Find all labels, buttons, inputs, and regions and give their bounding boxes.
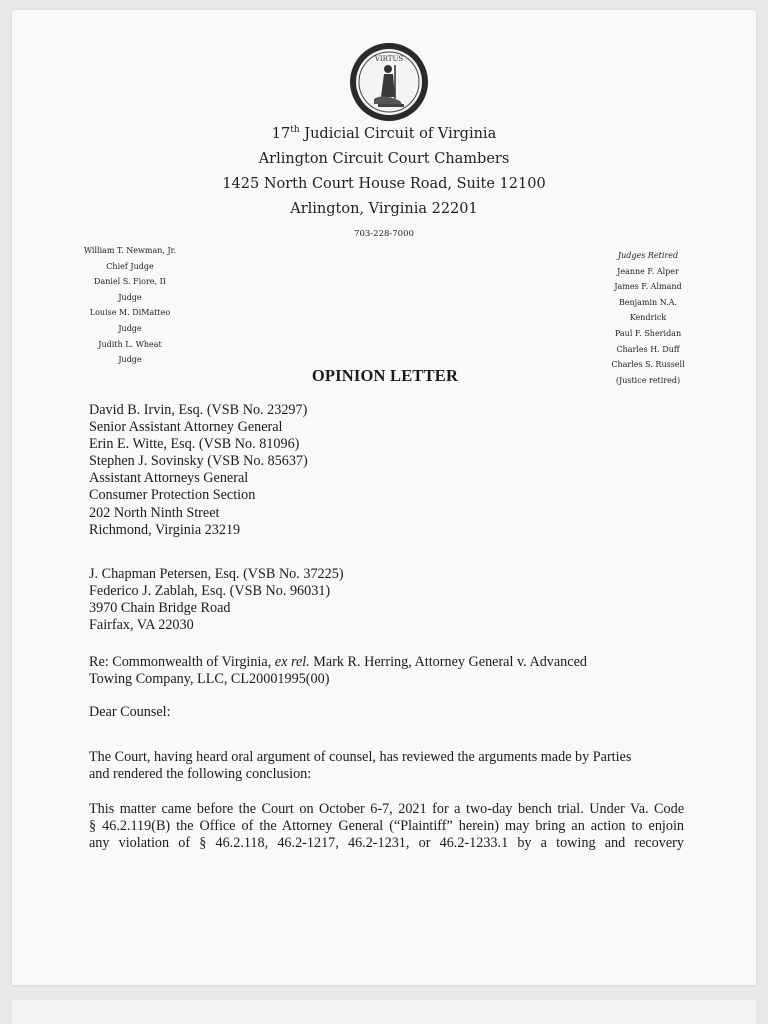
paragraph-line: § 46.2.119(B) the Office of the Attorney General (“Plaintiff” herein) may bring an action to enjoin: [89, 818, 684, 835]
street-address: 1425 North Court House Road, Suite 12100: [222, 176, 546, 192]
retired-judge-line: Charles S. Russell: [611, 360, 685, 370]
paragraph-matter: [89, 801, 684, 852]
judge-line: Judge: [118, 323, 142, 333]
phone-number: 703-228-7000: [354, 229, 414, 239]
seal-text: VIRTUS: [374, 55, 404, 63]
virginia-seal-icon: [348, 41, 430, 123]
re-line-second: Towing Company, LLC, CL20001995(00): [89, 671, 330, 688]
address-line: Assistant Attorneys General: [89, 470, 249, 487]
paragraph-line: and rendered the following conclusion:: [89, 766, 312, 783]
circuit-name: 17th Judicial Circuit of Virginia: [271, 125, 497, 142]
judge-line: Judge: [118, 355, 142, 365]
judge-line: Chief Judge: [106, 261, 154, 271]
address-line: Consumer Protection Section: [89, 487, 256, 504]
addressee-block-defense: [89, 566, 344, 634]
address-line: J. Chapman Petersen, Esq. (VSB No. 37225): [89, 566, 344, 582]
paragraph-line: any violation of § 46.2.118, 46.2-1217, 46.2-1231, or 46.2-1233.1 by a towing and recovery: [89, 835, 684, 852]
paragraph-intro: [89, 749, 684, 783]
retired-judge-line: Charles H. Duff: [616, 344, 680, 354]
address-line: Senior Assistant Attorney General: [89, 419, 283, 436]
paragraph-line: The Court, having heard oral argument of counsel, has reviewed the arguments made by Parties: [89, 749, 632, 765]
retired-judge-line: Jeanne F. Alper: [617, 266, 679, 276]
document-title: OPINION LETTER: [311, 366, 459, 385]
address-line: David B. Irvin, Esq. (VSB No. 23297): [89, 402, 308, 418]
active-judges-list: [78, 243, 182, 368]
judge-line: Louise M. DiMatteo: [89, 308, 171, 318]
address-line: Stephen J. Sovinsky (VSB No. 85637): [89, 453, 308, 470]
address-line: Fairfax, VA 22030: [89, 617, 194, 634]
re-line: [89, 654, 679, 688]
judge-line: William T. Newman, Jr.: [83, 246, 177, 255]
letter-page: [12, 10, 756, 985]
address-line: Erin E. Witte, Esq. (VSB No. 81096): [89, 436, 300, 453]
chambers-name: Arlington Circuit Court Chambers: [258, 151, 510, 167]
addressee-block-attorney-general: [89, 402, 308, 539]
judge-line: Daniel S. Fiore, II: [94, 277, 166, 287]
next-page-edge: [12, 1000, 756, 1024]
re-line-first: Re: Commonwealth of Virginia, ex rel. Mark R. Herring, Attorney General v. Advanced: [89, 654, 587, 670]
retired-judges-list: [600, 248, 696, 388]
retired-judge-line: Benjamin N.A. Kendrick: [618, 297, 678, 323]
address-line: Federico J. Zablah, Esq. (VSB No. 96031): [89, 583, 331, 600]
judge-line: Judge: [118, 292, 142, 302]
judge-line: Judith L. Wheat: [98, 339, 162, 349]
retired-judges-heading: Judges Retired: [617, 251, 679, 260]
salutation: Dear Counsel:: [89, 704, 171, 720]
paragraph-line: This matter came before the Court on October 6-7, 2021 for a two-day bench trial. Under Va. Code: [89, 801, 684, 817]
address-line: 202 North Ninth Street: [89, 504, 220, 521]
address-line: 3970 Chain Bridge Road: [89, 600, 231, 617]
city-address: Arlington, Virginia 22201: [290, 201, 478, 217]
address-line: Richmond, Virginia 23219: [89, 521, 241, 538]
retired-judge-line: (Justice retired): [615, 375, 681, 385]
retired-judge-line: Paul F. Sheridan: [614, 328, 682, 338]
retired-judge-line: James F. Almand: [614, 282, 682, 292]
